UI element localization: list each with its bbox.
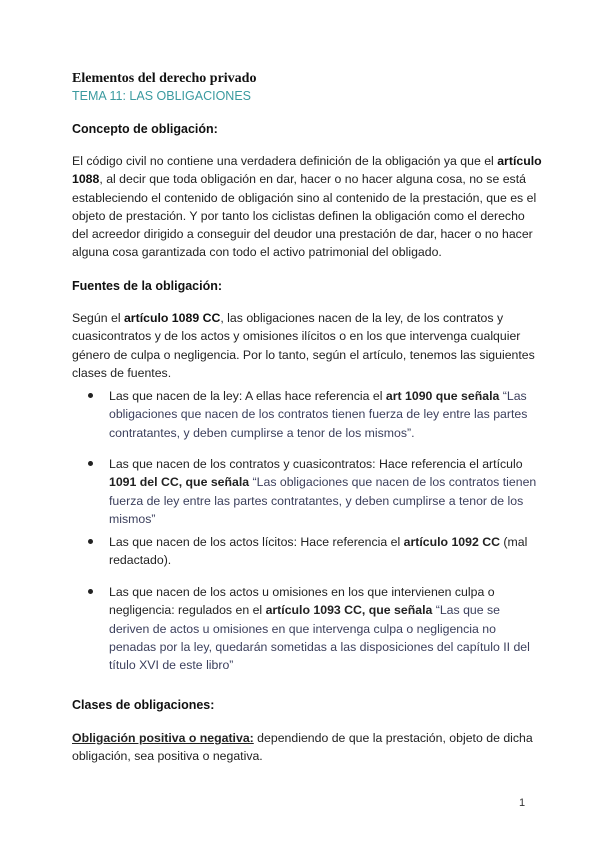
list-item-text xyxy=(109,387,541,442)
article-quote: “Las obligaciones que nacen de los contratos tienen fuerza de ley entre las partes contratantes, y deben cumplirse a tenor de los mismos”. xyxy=(109,389,528,440)
paragraph-text: , al decir que toda obligación en dar, hacer o no hacer alguna cosa, no se está estableciendo el contenido de obligación sino al contenido de la prestación, que es el objeto de prestación. Y por tanto los ciclistas definen la obligación como el derecho del acreedor dirigido a conseguir del deudor una prestación de dar, hacer o no hacer alguna cosa garantizada con todo el activo patrimonial del obligado. xyxy=(72,172,537,260)
section-heading-fuentes: Fuentes de la obligación: xyxy=(72,279,223,293)
topic-subtitle: TEMA 11: LAS OBLIGACIONES xyxy=(72,89,251,103)
article-reference: artículo 1088 xyxy=(72,154,542,187)
paragraph-text: , las obligaciones nacen de la ley, de los contratos y cuasicontratos y de los actos y omisiones ilícitos o en los que intervenga cualquier género de culpa o negligencia. Por lo tanto, según el artículo, tenemos las siguientes clases de fuentes. xyxy=(72,311,535,380)
paragraph-concepto xyxy=(72,152,542,262)
bullet-icon xyxy=(88,393,93,398)
page-number: 1 xyxy=(519,797,526,809)
paragraph-fuentes xyxy=(72,309,542,382)
article-reference: 1091 del CC, que señala xyxy=(109,475,250,490)
article-quote: “Las obligaciones que nacen de los contratos tienen fuerza de ley entre las partes contratantes, y deben cumplirse a tenor de los mismos” xyxy=(109,475,537,526)
bullet-icon xyxy=(88,589,93,594)
article-reference: art 1090 que señala xyxy=(385,389,500,403)
list-item-text xyxy=(109,583,541,674)
list-item-intro: Las que nacen de los contratos y cuasicontratos: Hace referencia el artículo xyxy=(109,457,523,471)
list-item-note: (mal redactado). xyxy=(109,535,528,568)
list-item-intro: Las que nacen de la ley: A ellas hace referencia el xyxy=(109,389,386,403)
section-heading-concepto: Concepto de obligación: xyxy=(72,122,218,136)
paragraph-clases xyxy=(72,729,542,766)
article-quote: “Las que se deriven de actos u omisiones en que intervenga culpa o negligencia no penadas por la ley, quedarán sometidas a las disposiciones del capítulo II del título XVI de este libro” xyxy=(109,603,530,673)
paragraph-text: El código civil no contiene una verdadera definición de la obligación ya que el xyxy=(72,154,498,168)
article-reference: artículo 1093 CC, que señala xyxy=(265,603,433,618)
article-reference: artículo 1089 CC xyxy=(123,311,221,325)
paragraph-text: dependiendo de que la prestación, objeto de dicha obligación, sea positiva o negativa. xyxy=(72,731,533,764)
bullet-icon xyxy=(88,539,93,544)
section-heading-clases: Clases de obligaciones: xyxy=(72,698,215,712)
document-title: Elementos del derecho privado xyxy=(72,71,257,86)
list-item-text xyxy=(109,455,541,528)
list-item-intro: Las que nacen de los actos lícitos: Hace referencia el xyxy=(109,535,404,549)
list-item-text xyxy=(109,533,541,570)
list-item-intro: Las que nacen de los actos u omisiones en los que intervienen culpa o negligencia: regulados en el xyxy=(109,585,495,618)
bullet-icon xyxy=(88,461,93,466)
article-reference: artículo 1092 CC xyxy=(403,535,500,549)
paragraph-text: Según el xyxy=(72,311,124,325)
term-underlined: Obligación positiva o negativa: xyxy=(72,731,254,745)
